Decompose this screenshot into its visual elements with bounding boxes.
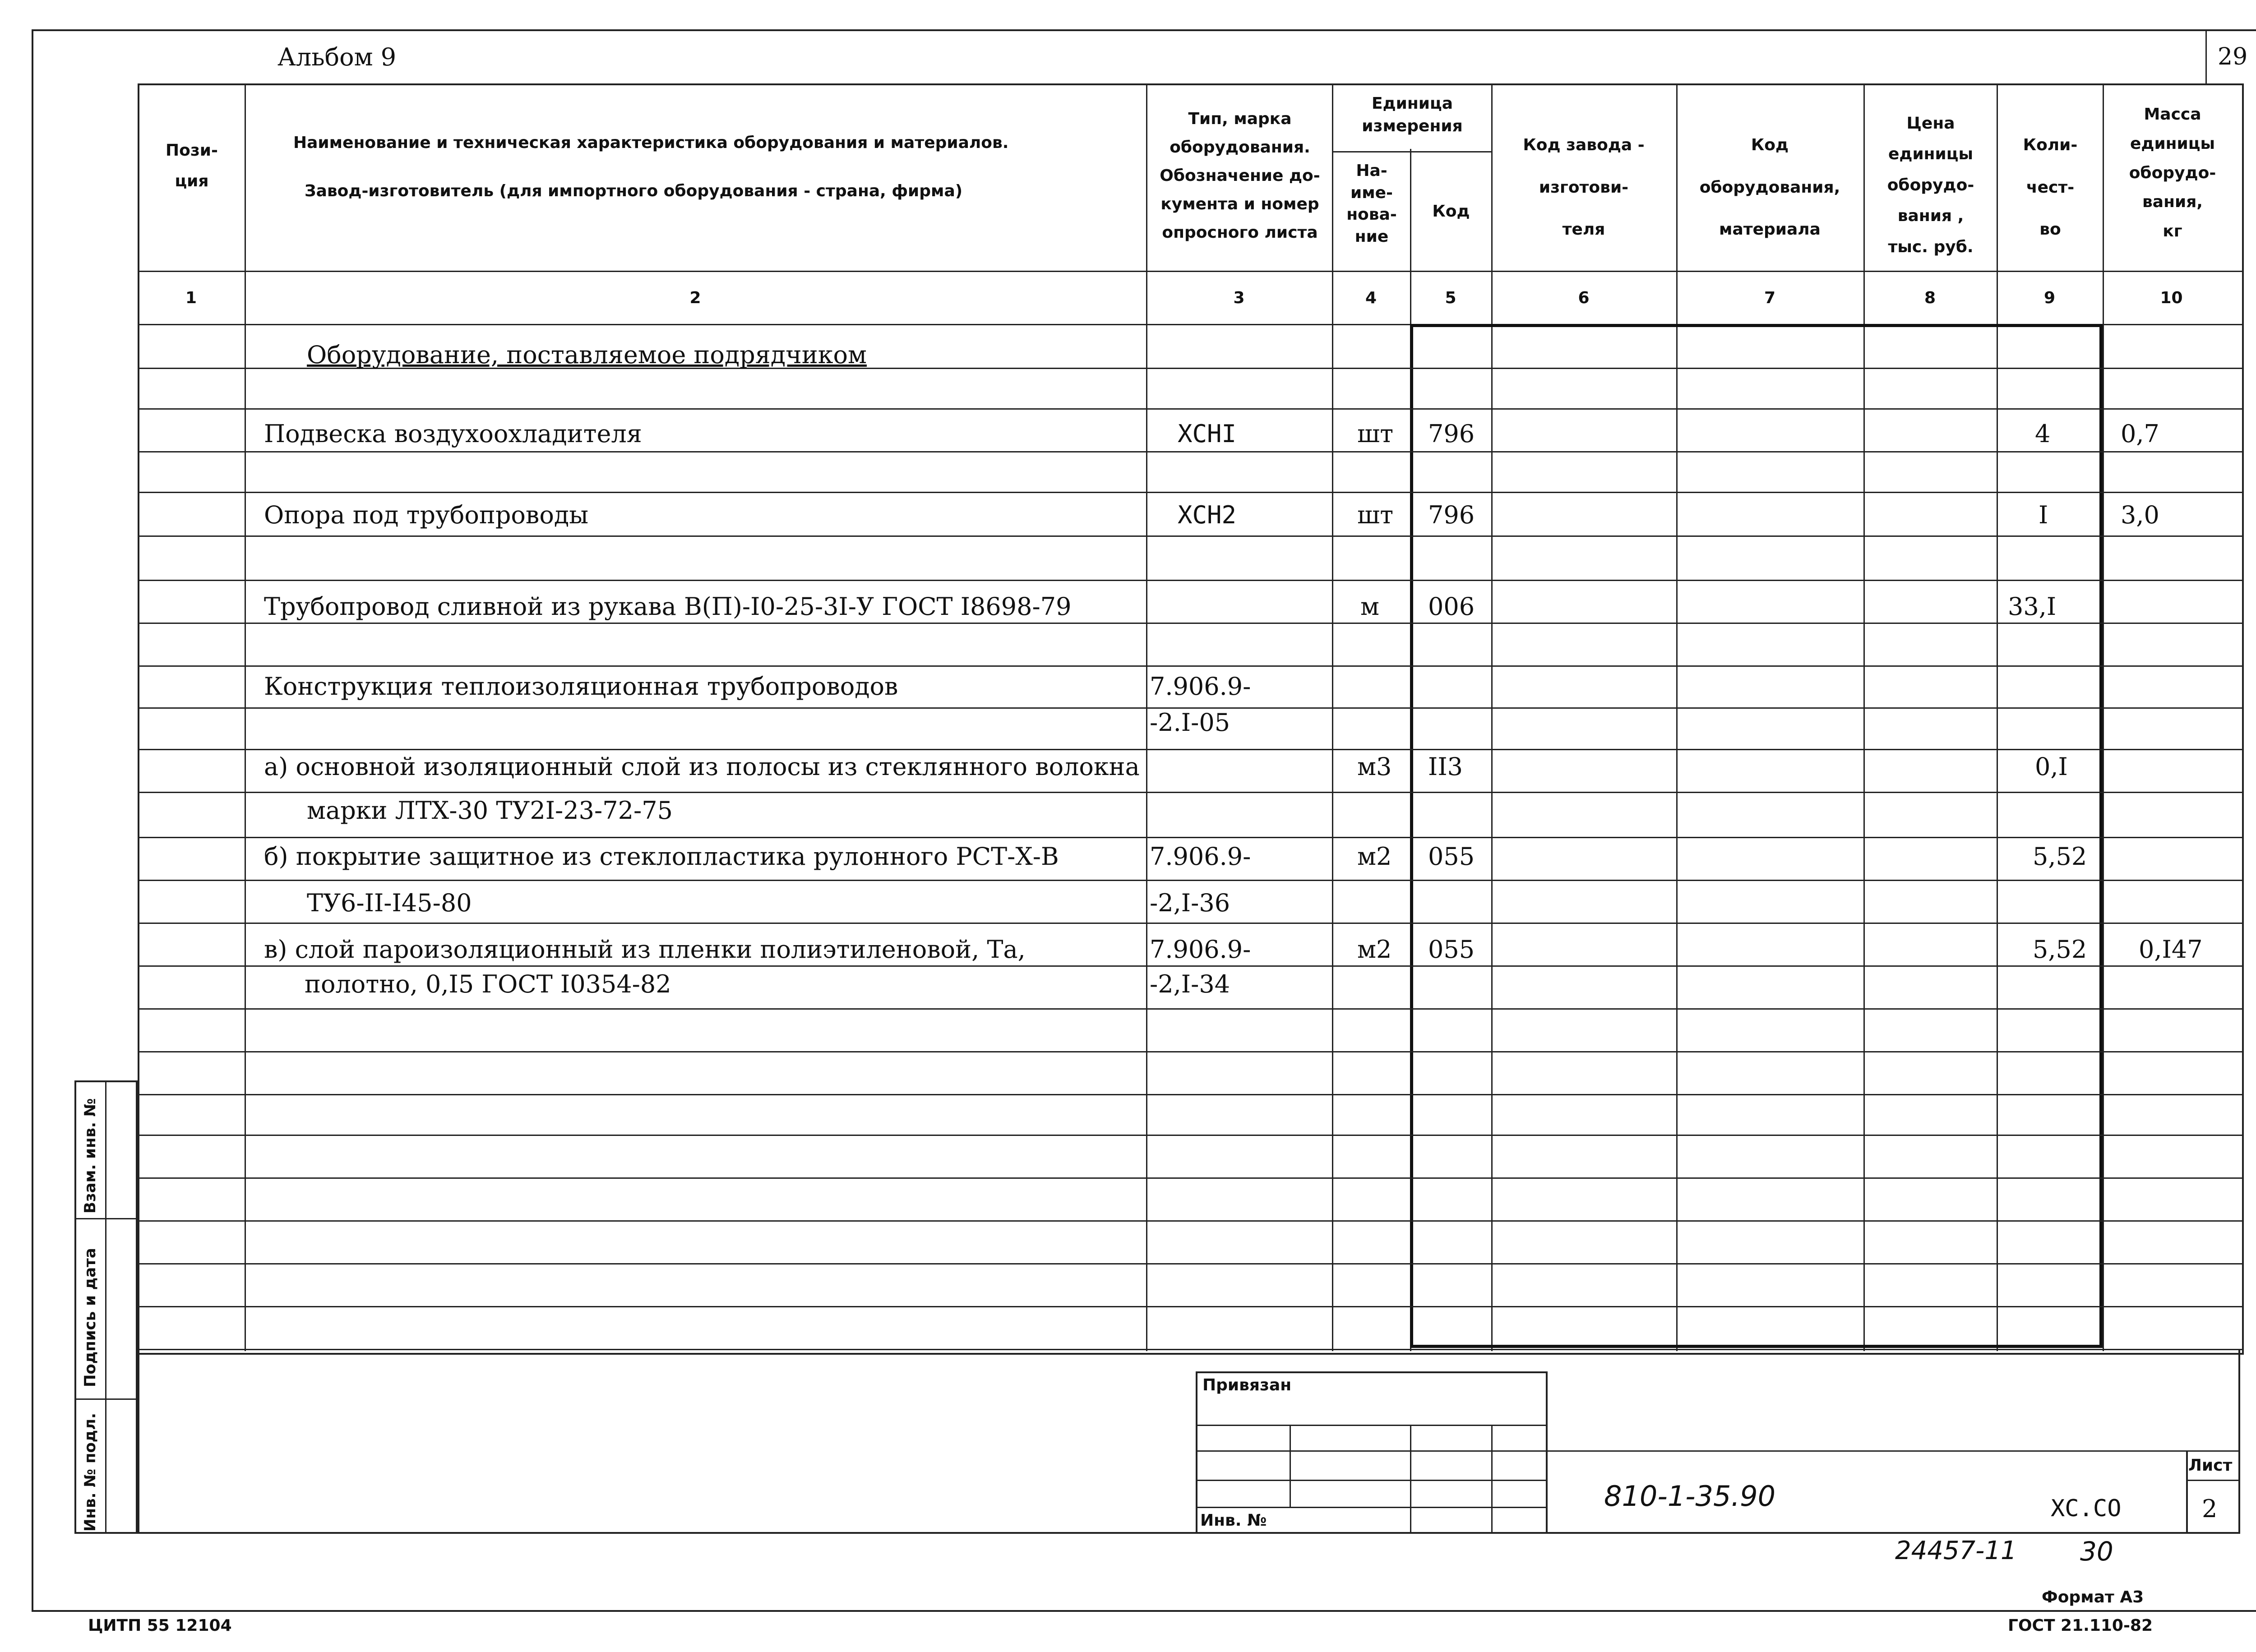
col-line-2: [1146, 83, 1147, 1351]
row-type: 7.906.9-: [1150, 672, 1251, 701]
col-number: 9: [2043, 289, 2056, 307]
col-line-9: [2103, 83, 2104, 1351]
row-line: [138, 535, 2242, 537]
row-unit: м: [1360, 592, 1380, 621]
row-type-cont: -2,I-34: [1150, 970, 1230, 998]
section-heading: Оборудование, поставляемое подрядчиком: [307, 341, 867, 369]
row-line: [138, 580, 2242, 581]
col-number: 8: [1924, 289, 1936, 307]
side-label-inv-vzam: Взам. инв. №: [81, 1098, 99, 1214]
row-type-cont: -2,I-36: [1150, 889, 1230, 917]
col-number: 1: [185, 289, 197, 307]
col-number: 2: [689, 289, 701, 307]
side-label-inv-podl: Инв. № подл.: [81, 1412, 99, 1532]
row-mass: 3,0: [2121, 501, 2159, 529]
col-header-name-line1: Наименование и техническая характеристика оборудования и материалов.: [293, 134, 1009, 152]
archive-number-handwritten: 24457-11: [1895, 1536, 2017, 1565]
privyazan-line: [1196, 1507, 1548, 1508]
sheet-number: 2: [2202, 1495, 2218, 1523]
gost-label: ГОСТ 21.110-82: [2008, 1616, 2153, 1635]
col-line-1: [245, 83, 246, 1351]
privyazan-line: [1196, 1425, 1548, 1426]
side-stamp-line: [74, 1398, 138, 1400]
col-number: 5: [1445, 289, 1456, 307]
thick-box: [1410, 324, 2103, 1348]
row-type: XCH2: [1178, 501, 1237, 529]
header-bottom-line: [138, 271, 2242, 272]
row-line: [138, 408, 2242, 410]
privyazan-col: [1410, 1425, 1411, 1534]
page-number-divider: [2205, 29, 2207, 83]
archive-sheet-handwritten: 30: [2080, 1536, 2113, 1567]
row-line: [138, 665, 2242, 667]
row-qty: 0,I: [2035, 752, 2068, 781]
col-line-3: [1332, 83, 1333, 1351]
col-header-quantity: Коли- чест- во: [2023, 136, 2078, 239]
privyazan-col: [1290, 1425, 1291, 1507]
row-line: [138, 1306, 2242, 1307]
privyazan-line: [1196, 1480, 1548, 1481]
row-type: 7.906.9-: [1150, 842, 1251, 871]
row-unit: м2: [1357, 935, 1392, 964]
row-name: в) слой пароизоляционный из пленки полиэтиленовой, Та,: [264, 935, 1026, 964]
col-number: 10: [2160, 289, 2183, 307]
unit-group-divider: [1332, 151, 1491, 152]
row-code: 006: [1428, 592, 1475, 621]
row-name: б) покрытие защитное из стеклопластика рулонного РСТ-Х-В: [264, 842, 1059, 871]
row-line: [138, 837, 2242, 838]
side-label-podpis: Подпись и дата: [81, 1248, 99, 1387]
row-code: 055: [1428, 842, 1475, 871]
doc-code: XC.CO: [2051, 1495, 2122, 1522]
col-number: 6: [1578, 289, 1590, 307]
row-line: [138, 880, 2242, 881]
side-stamp-divider: [105, 1080, 106, 1534]
citp-label: ЦИТП 55 12104: [88, 1616, 232, 1635]
col-header-unit-code: Код: [1432, 202, 1470, 221]
row-type-cont: -2.I-05: [1150, 708, 1230, 737]
row-line: [138, 451, 2242, 452]
col-header-unit-name: На- име- нова- ние: [1346, 162, 1397, 246]
privyazan-col: [1491, 1425, 1493, 1534]
row-qty: 5,52: [2033, 935, 2087, 964]
col-number: 3: [1233, 289, 1245, 307]
row-unit: шт: [1357, 501, 1394, 529]
col-header-price: Цена единицы оборудо- вания , тыс. руб.: [1887, 114, 1974, 256]
row-mass: 0,I47: [2139, 935, 2203, 964]
row-name-cont: марки ЛТХ-30 ТУ2I-23-72-75: [307, 796, 673, 825]
side-stamp-line: [74, 1218, 138, 1219]
row-unit: м3: [1357, 752, 1392, 781]
row-line: [138, 492, 2242, 493]
format-label: Формат А3: [2042, 1588, 2144, 1606]
row-name: Трубопровод сливной из рукава В(П)-I0-25-3I-У ГОСТ I8698-79: [264, 592, 1072, 621]
bottom-title-block: [138, 1349, 2240, 1534]
row-line: [138, 1177, 2242, 1179]
row-line: [138, 1008, 2242, 1010]
row-code: 796: [1428, 420, 1475, 448]
col-number: 4: [1365, 289, 1377, 307]
album-title: Альбом 9: [277, 43, 397, 71]
row-line: [138, 749, 2242, 750]
row-name-cont: полотно, 0,I5 ГОСТ I0354-82: [305, 970, 671, 998]
col-header-type: Тип, марка оборудования. Обозначение до- кумента и номер опросного листа: [1160, 110, 1320, 242]
row-line: [138, 1051, 2242, 1052]
row-code: II3: [1428, 752, 1463, 781]
col-header-name-line2: Завод-изготовитель (для импортного оборудования - страна, фирма): [305, 182, 963, 200]
page-number: 29: [2218, 43, 2248, 70]
row-name: Опора под трубопроводы: [264, 501, 589, 529]
row-unit: м2: [1357, 842, 1392, 871]
row-line: [138, 792, 2242, 793]
privyazan-label: Привязан: [1202, 1376, 1292, 1394]
row-line: [138, 623, 2242, 624]
row-line: [138, 923, 2242, 924]
col-header-unit-group: Единица измерения: [1362, 94, 1463, 136]
row-code: 796: [1428, 501, 1475, 529]
row-qty: 33,I: [2008, 592, 2057, 621]
row-code: 055: [1428, 935, 1475, 964]
row-line: [138, 965, 2242, 967]
col-header-mass: Масса единицы оборудо- вания, кг: [2129, 105, 2216, 241]
row-mass: 0,7: [2121, 420, 2159, 448]
row-unit: шт: [1357, 420, 1394, 448]
privyazan-table: [1196, 1371, 1548, 1534]
row-name: а) основной изоляционный слой из полосы из стеклянного волокна: [264, 752, 1140, 781]
col-header-equipment-code: Код оборудования, материала: [1699, 136, 1840, 239]
row-type: 7.906.9-: [1150, 935, 1251, 964]
privyazan-line: [1196, 1450, 1548, 1452]
inv-no-label: Инв. №: [1200, 1511, 1267, 1530]
designation-top-line: [1548, 1450, 2240, 1452]
col-header-position: Пози- ция: [166, 141, 218, 191]
row-qty: 4: [2035, 420, 2051, 448]
row-type: XCHI: [1178, 420, 1237, 448]
col-header-plant-code: Код завода - изготови- теля: [1523, 136, 1645, 239]
row-line: [138, 1094, 2242, 1095]
sheet-label: Лист: [2188, 1456, 2233, 1475]
row-name: Подвеска воздухоохладителя: [264, 420, 642, 448]
row-name-cont: ТУ6-II-I45-80: [307, 889, 472, 917]
row-qty: 5,52: [2033, 842, 2087, 871]
row-qty: I: [2039, 501, 2048, 529]
row-line: [138, 1220, 2242, 1222]
col-number: 7: [1764, 289, 1776, 307]
row-line: [138, 1135, 2242, 1136]
doc-code-handwritten: 810-1-35.90: [1604, 1480, 1776, 1513]
row-line: [138, 1263, 2242, 1264]
row-name: Конструкция теплоизоляционная трубопроводов: [264, 672, 898, 701]
sheet-box-line: [2186, 1480, 2240, 1481]
